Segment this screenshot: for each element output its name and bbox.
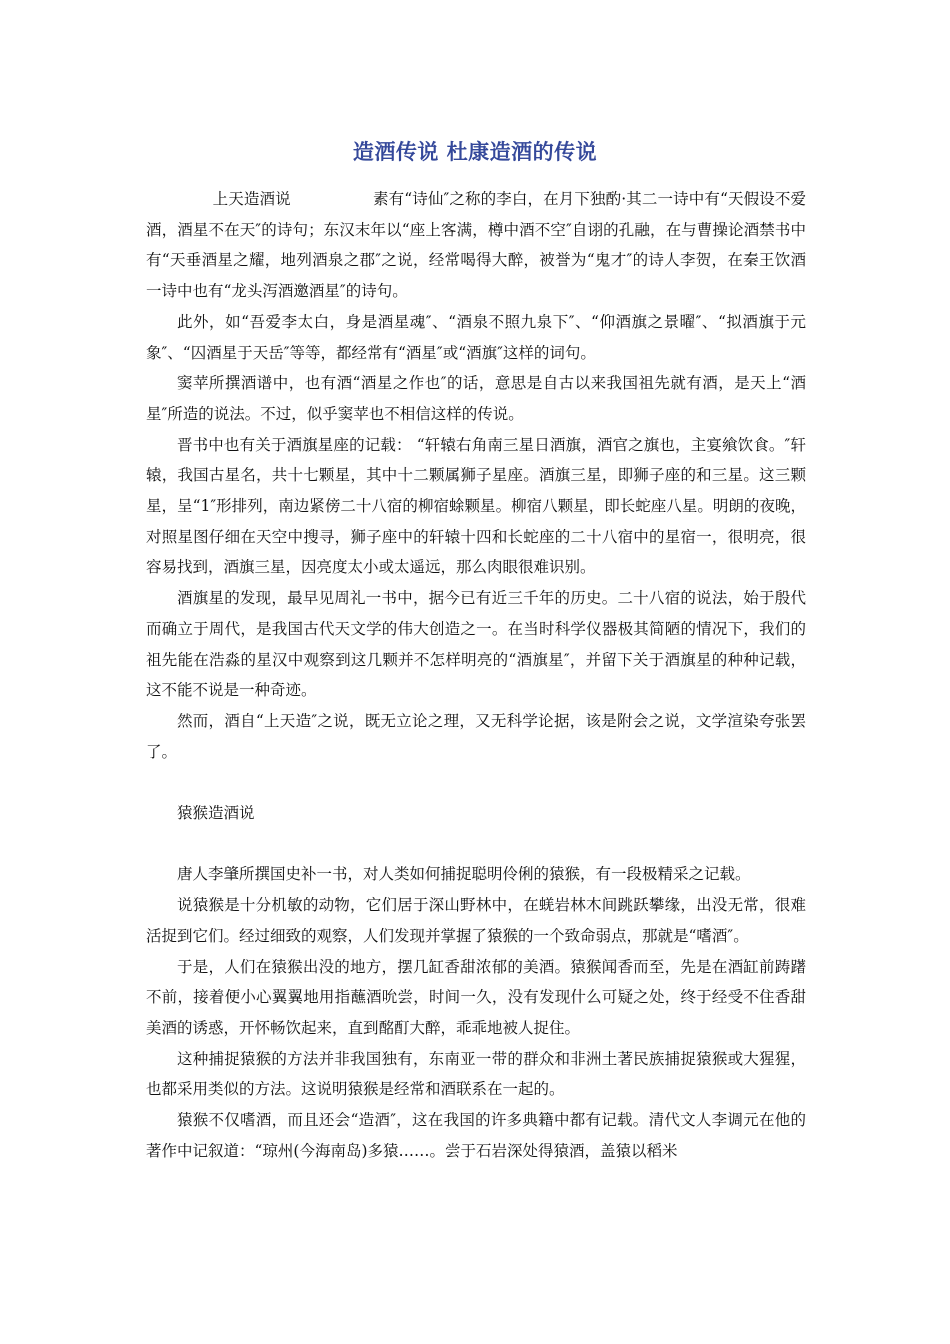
spacer bbox=[146, 767, 806, 798]
page-title: 造酒传说 杜康造酒的传说 bbox=[352, 140, 598, 164]
paragraph: 说猿猴是十分机敏的动物，它们居于深山野林中，在蜣岩林木间跳跃攀缘，出没无常，很难活捉到它们。经过细致的观察，人们发现并掌握了猿猴的一个致命弱点，那就是“嗜酒″。 bbox=[146, 896, 806, 945]
paragraph: 这种捕捉猿猴的方法并非我国独有，东南亚一带的群众和非洲土著民族捕捉猿猴或大猩猩，也都采用类似的方法。这说明猿猴是经常和酒联系在一起的。 bbox=[146, 1049, 806, 1099]
paragraph: 酒旗星的发现，最早见周礼一书中，据今已有近三千年的历史。二十八宿的说法，始于殷代而确立于周代，是我国古代天文学的伟大创造之一。在当时科学仪器极其简陋的情况下，我们的祖先能在浩淼的星汉中观察到这几颗并不怎样明亮的“酒旗星″，并留下关于酒旗星的种种记载，这不能不说是一种奇迹。 bbox=[146, 589, 806, 700]
paragraph-text: 素有“诗仙″之称的李白，在月下独酌·其二一诗中有“天假设不爱酒，酒星不在天″的诗句；东汉末年以“座上客满，樽中酒不空″自诩的孔融，在与曹操论酒禁书中有“天垂酒星之耀，地列酒泉之郡″之说，经常喝得大醉，被誉为“鬼才″的诗人李贺，在秦王饮酒一诗中也有“龙头泻酒邀酒星″的诗句。 bbox=[146, 190, 806, 301]
paragraph: 唐人李肇所撰国史补一书，对人类如何捕捉聪明伶俐的猿猴，有一段极精采之记载。 bbox=[177, 865, 751, 884]
section-heading: 猿猴造酒说 bbox=[177, 804, 255, 823]
paragraph: 窦苹所撰酒谱中，也有酒“酒星之作也″的话，意思是自古以来我国祖先就有酒，是天上“酒星″所造的说法。不过，似乎窦苹也不相信这样的传说。 bbox=[146, 374, 806, 423]
paragraph: 晋书中也有关于酒旗星座的记载： “轩辕右角南三星日酒旗，酒官之旗也，主宴飨饮食。″轩辕，我国古星名，共十七颗星，其中十二颗属狮子星座。酒旗三星，即狮子座的和三星。这三颗星，呈“1″形排列，南边紧傍二十八宿的柳宿蜍颗星。柳宿八颗星，即长蛇座八星。明朗的夜晚，对照星图仔细在天空中搜寻，狮子座中的轩辕十四和长蛇座的二十八宿中的星宿一，很明亮，很容易找到，酒旗三星，因亮度太小或太遥远，那么肉眼很难识别。 bbox=[146, 435, 806, 577]
paragraph: 然而，酒自“上天造″之说，既无立论之理，又无科学论据，该是附会之说，文学渲染夸张罢了。 bbox=[146, 711, 806, 761]
section-heading: 上天造酒说 bbox=[212, 190, 291, 208]
paragraph: 此外，如“吾爱李太白，身是酒星魂″、“酒泉不照九泉下″、“仰酒旗之景曜″、“拟酒旗于元象″、“囚酒星于天岳″等等，都经常有“酒星″或“酒旗″这样的词句。 bbox=[146, 312, 806, 362]
paragraph: 于是，人们在猿猴出没的地方，摆几缸香甜浓郁的美酒。猿猴闻香而至，先是在酒缸前踌躇不前，接着便小心翼翼地用指蘸酒吮尝，时间一久，没有发现什么可疑之处，终于经受不住香甜美酒的诱惑，开怀畅饮起来，直到酩酊大醉，乖乖地被人捉住。 bbox=[146, 957, 806, 1037]
paragraph: 猿猴不仅嗜酒，而且还会“造酒″，这在我国的许多典籍中都有记载。清代文人李调元在他的著作中记叙道：“琼州(今海南岛)多猿……。尝于石岩深处得猿酒，盖猿以稻米 bbox=[146, 1111, 806, 1160]
document-body bbox=[146, 184, 806, 1166]
spacer bbox=[146, 829, 806, 860]
paragraph bbox=[146, 184, 806, 307]
